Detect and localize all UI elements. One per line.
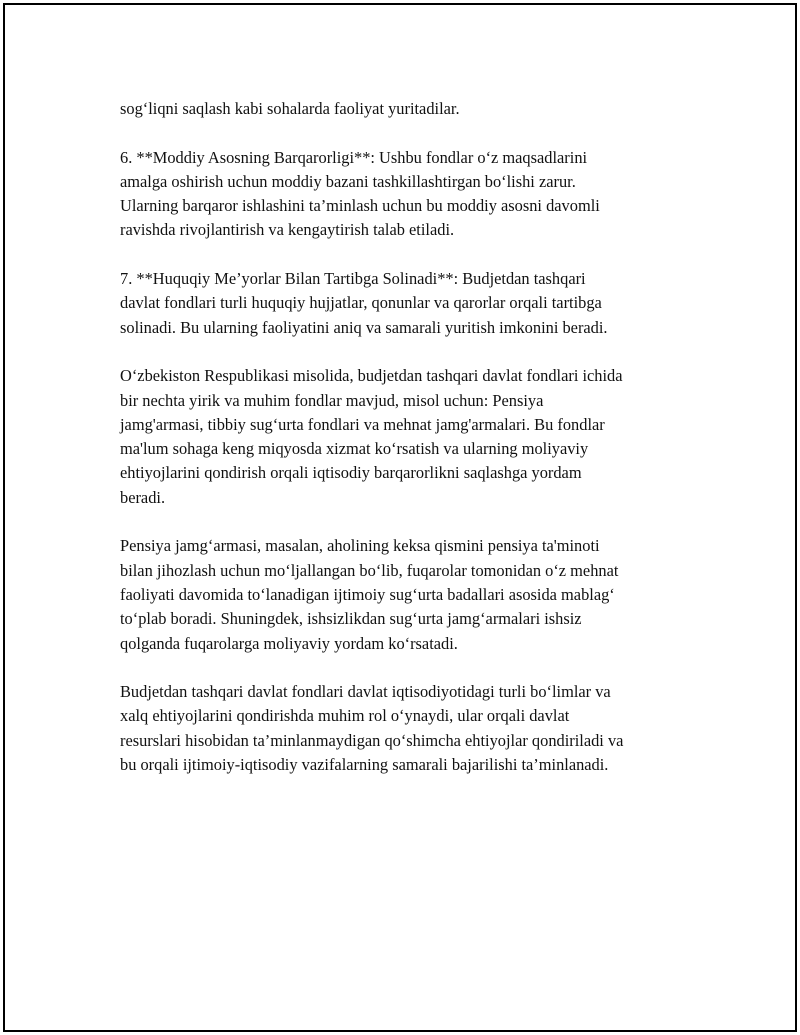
document-body xyxy=(120,97,700,802)
paragraph-uzbekistan-example xyxy=(120,364,700,510)
text-line: bilan jihozlash uchun mo‘ljallangan bo‘lib, fuqarolar tomonidan o‘z mehnat xyxy=(120,560,619,580)
text-line: jamg'armasi, tibbiy sug‘urta fondlari va mehnat jamg'armalari. Bu fondlar xyxy=(120,414,605,434)
text-line: Ularning barqaror ishlashini ta’minlash uchun bu moddiy asosni davomli xyxy=(120,196,600,216)
text-line: ravishda rivojlantirish va kengaytirish talab etiladi. xyxy=(120,220,455,240)
text-line: Budjetdan tashqari davlat fondlari davlat iqtisodiyotidagi turli bo‘limlar va xyxy=(120,682,611,702)
paragraph-intro-continuation xyxy=(120,97,700,121)
paragraph-material-base xyxy=(120,146,700,243)
text-line: xalq ehtiyojlarini qondirishda muhim rol o‘ynaydi, ular orqali davlat xyxy=(120,706,570,726)
paragraph-pension-fund xyxy=(120,534,700,655)
text-line: amalga oshirish uchun moddiy bazani tashkillashtirgan bo‘lishi zarur. xyxy=(120,171,576,191)
document-page xyxy=(3,3,797,1032)
text-line: Pensiya jamg‘armasi, masalan, aholining keksa qismini pensiya ta'minoti xyxy=(120,536,600,556)
text-line: solinadi. Bu ularning faoliyatini aniq va samarali yuritish imkonini beradi. xyxy=(120,317,608,337)
paragraph-conclusion xyxy=(120,680,700,777)
text-line: qolganda fuqarolarga moliyaviy yordam ko‘rsatadi. xyxy=(120,633,458,653)
text-line: bu orqali ijtimoiy-iqtisodiy vazifalarning samarali bajarilishi ta’minlanadi. xyxy=(120,755,609,775)
text-line: 6. **Moddiy Asosning Barqarorligi**: Ushbu fondlar o‘z maqsadlarini xyxy=(120,147,588,167)
text-line: ehtiyojlarini qondirish orqali iqtisodiy barqarorlikni saqlashga yordam xyxy=(120,463,582,483)
text-line: to‘plab boradi. Shuningdek, ishsizlikdan sug‘urta jamg‘armalari ishsiz xyxy=(120,609,582,629)
text-line: beradi. xyxy=(120,487,166,507)
text-line: ma'lum sohaga keng miqyosda xizmat ko‘rsatish va ularning moliyaviy xyxy=(120,439,589,459)
text-line: O‘zbekiston Respublikasi misolida, budjetdan tashqari davlat fondlari ichida xyxy=(120,366,623,386)
text-line: 7. **Huquqiy Me’yorlar Bilan Tartibga Solinadi**: Budjetdan tashqari xyxy=(120,269,586,289)
text-line: faoliyati davomida to‘lanadigan ijtimoiy sug‘urta badallari asosida mablag‘ xyxy=(120,584,615,604)
paragraph-legal-norms xyxy=(120,267,700,340)
text-line: resurslari hisobidan ta’minlanmaydigan qo‘shimcha ehtiyojlar qondiriladi va xyxy=(120,730,624,750)
text-line: sog‘liqni saqlash kabi sohalarda faoliyat yuritadilar. xyxy=(120,99,460,118)
text-line: bir nechta yirik va muhim fondlar mavjud, misol uchun: Pensiya xyxy=(120,390,544,410)
text-line: davlat fondlari turli huquqiy hujjatlar, qonunlar va qarorlar orqali tartibga xyxy=(120,293,602,313)
